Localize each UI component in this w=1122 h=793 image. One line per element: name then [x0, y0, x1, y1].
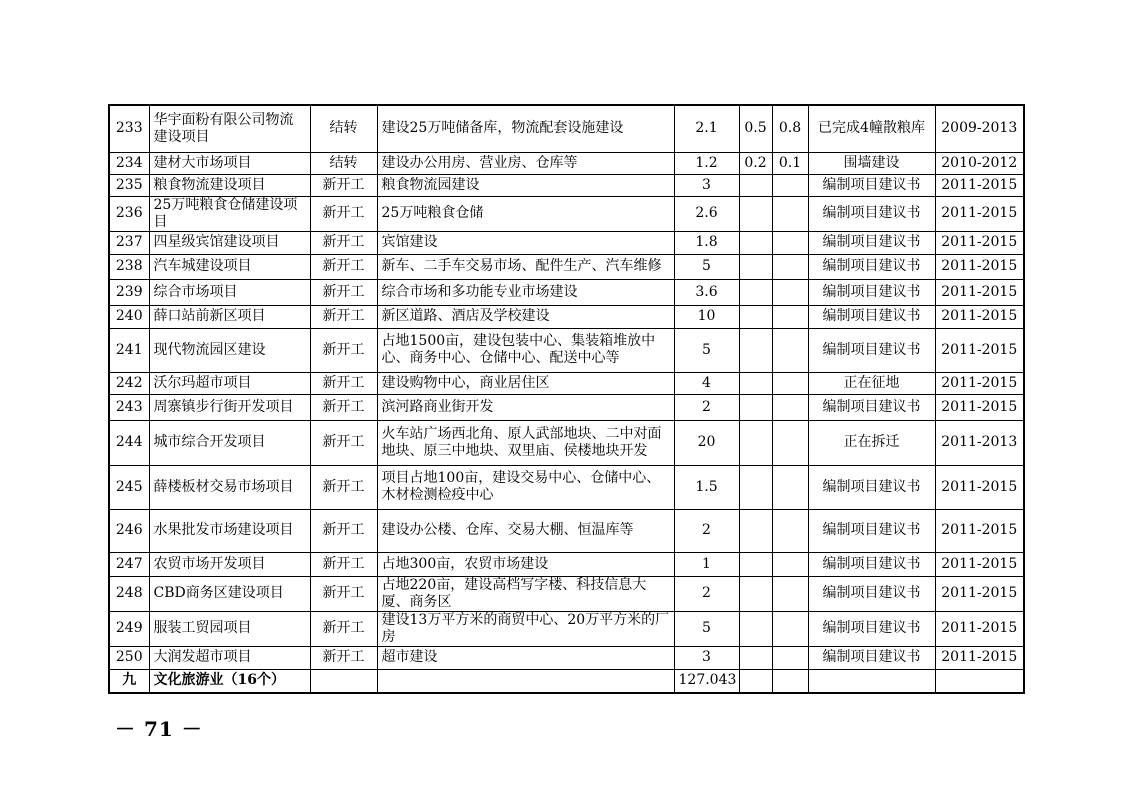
row-number: 240: [109, 305, 149, 328]
table-row: [109, 152, 1024, 174]
investment-col2: [772, 328, 808, 372]
period: 2011-2015: [935, 328, 1024, 372]
project-name: 四星级宾馆建设项目: [149, 231, 310, 254]
progress: 编制项目建议书: [808, 231, 935, 254]
project-type: 新开工: [310, 328, 377, 372]
investment-col2: [772, 372, 808, 394]
investment-col1: 0.5: [739, 105, 772, 152]
progress: 编制项目建议书: [808, 196, 935, 231]
period: 2011-2015: [935, 254, 1024, 279]
total-investment: 20: [674, 420, 739, 465]
project-content: 火车站广场西北角、原人武部地块、二中对面地块、原三中地块、双里庙、侯楼地块开发: [377, 420, 674, 465]
project-content: 建设25万吨储备库，物流配套设施建设: [377, 105, 674, 152]
project-content: 滨河路商业街开发: [377, 394, 674, 420]
investment-col1: [739, 279, 772, 305]
project-content: 新车、二手车交易市场、配件生产、汽车维修: [377, 254, 674, 279]
total-investment: 10: [674, 305, 739, 328]
period: 2011-2015: [935, 465, 1024, 509]
row-number: 244: [109, 420, 149, 465]
investment-col2: [772, 552, 808, 576]
table-row: [109, 465, 1024, 509]
project-table: [108, 104, 1025, 694]
total-investment: 2: [674, 576, 739, 611]
investment-col2: 0.1: [772, 152, 808, 174]
progress: 编制项目建议书: [808, 552, 935, 576]
project-type: 新开工: [310, 394, 377, 420]
investment-col2: 0.8: [772, 105, 808, 152]
progress: 编制项目建议书: [808, 305, 935, 328]
table-row: [109, 509, 1024, 552]
period: 2010-2012: [935, 152, 1024, 174]
investment-col1: 0.2: [739, 152, 772, 174]
total-investment: 1.2: [674, 152, 739, 174]
progress: 编制项目建议书: [808, 394, 935, 420]
project-type: 新开工: [310, 420, 377, 465]
section-row: [109, 669, 1024, 693]
empty-cell: [935, 669, 1024, 693]
period: 2011-2015: [935, 174, 1024, 196]
project-name: 薛口站前新区项目: [149, 305, 310, 328]
investment-col1: [739, 611, 772, 646]
table-row: [109, 305, 1024, 328]
project-name: 农贸市场开发项目: [149, 552, 310, 576]
project-content: 建设办公楼、仓库、交易大棚、恒温库等: [377, 509, 674, 552]
row-number: 243: [109, 394, 149, 420]
project-content: 项目占地100亩，建设交易中心、仓储中心、木材检测检疫中心: [377, 465, 674, 509]
period: 2011-2015: [935, 509, 1024, 552]
period: 2011-2015: [935, 611, 1024, 646]
period: 2011-2015: [935, 196, 1024, 231]
investment-col2: [772, 420, 808, 465]
project-name: 建材大市场项目: [149, 152, 310, 174]
project-content: 建设购物中心，商业居住区: [377, 372, 674, 394]
project-name: 大润发超市项目: [149, 646, 310, 669]
progress: 编制项目建议书: [808, 279, 935, 305]
row-number: 239: [109, 279, 149, 305]
row-number: 245: [109, 465, 149, 509]
project-content: 建设办公用房、营业房、仓库等: [377, 152, 674, 174]
project-content: 宾馆建设: [377, 231, 674, 254]
project-type: 新开工: [310, 576, 377, 611]
investment-col1: [739, 646, 772, 669]
row-number: 234: [109, 152, 149, 174]
investment-col1: [739, 196, 772, 231]
project-type: 新开工: [310, 254, 377, 279]
progress: 已完成4幢散粮库: [808, 105, 935, 152]
project-type: 新开工: [310, 305, 377, 328]
period: 2011-2015: [935, 305, 1024, 328]
project-content: 综合市场和多功能专业市场建设: [377, 279, 674, 305]
table-row: [109, 174, 1024, 196]
period: 2011-2015: [935, 279, 1024, 305]
investment-col1: [739, 305, 772, 328]
progress: 编制项目建议书: [808, 174, 935, 196]
table-row: [109, 420, 1024, 465]
project-type: 结转: [310, 152, 377, 174]
investment-col1: [739, 394, 772, 420]
table-row: [109, 372, 1024, 394]
investment-col1: [739, 231, 772, 254]
page-number: － 71 －: [115, 717, 203, 741]
investment-col1: [739, 328, 772, 372]
project-type: 新开工: [310, 174, 377, 196]
row-number: 236: [109, 196, 149, 231]
progress: 编制项目建议书: [808, 509, 935, 552]
section-total: 127.043: [674, 669, 739, 693]
table-row: [109, 394, 1024, 420]
project-name: 周寨镇步行街开发项目: [149, 394, 310, 420]
section-number: 九: [109, 669, 149, 693]
empty-cell: [377, 669, 674, 693]
project-content: 建设13万平方米的商贸中心、20万平方米的厂房: [377, 611, 674, 646]
project-content: 占地300亩，农贸市场建设: [377, 552, 674, 576]
investment-col1: [739, 509, 772, 552]
investment-col2: [772, 465, 808, 509]
row-number: 241: [109, 328, 149, 372]
project-name: 25万吨粮食仓储建设项目: [149, 196, 310, 231]
period: 2009-2013: [935, 105, 1024, 152]
row-number: 250: [109, 646, 149, 669]
table-row: [109, 611, 1024, 646]
table-row: [109, 279, 1024, 305]
table-row: [109, 576, 1024, 611]
table-row: [109, 254, 1024, 279]
project-content: 占地220亩，建设高档写字楼、科技信息大厦、商务区: [377, 576, 674, 611]
project-type: 新开工: [310, 231, 377, 254]
project-type: 新开工: [310, 509, 377, 552]
project-content: 粮食物流园建设: [377, 174, 674, 196]
empty-cell: [808, 669, 935, 693]
total-investment: 5: [674, 611, 739, 646]
investment-col2: [772, 509, 808, 552]
investment-col2: [772, 646, 808, 669]
progress: 编制项目建议书: [808, 328, 935, 372]
investment-col2: [772, 174, 808, 196]
total-investment: 1: [674, 552, 739, 576]
total-investment: 3: [674, 174, 739, 196]
project-type: 新开工: [310, 279, 377, 305]
project-name: 城市综合开发项目: [149, 420, 310, 465]
progress: 编制项目建议书: [808, 465, 935, 509]
investment-col1: [739, 372, 772, 394]
project-name: 沃尔玛超市项目: [149, 372, 310, 394]
row-number: 238: [109, 254, 149, 279]
table-row: [109, 231, 1024, 254]
investment-col1: [739, 420, 772, 465]
empty-cell: [739, 669, 772, 693]
row-number: 247: [109, 552, 149, 576]
investment-col2: [772, 196, 808, 231]
total-investment: 5: [674, 328, 739, 372]
progress: 正在拆迁: [808, 420, 935, 465]
investment-col1: [739, 552, 772, 576]
row-number: 235: [109, 174, 149, 196]
progress: 正在征地: [808, 372, 935, 394]
progress: 围墙建设: [808, 152, 935, 174]
period: 2011-2015: [935, 646, 1024, 669]
row-number: 233: [109, 105, 149, 152]
investment-col2: [772, 611, 808, 646]
investment-col2: [772, 576, 808, 611]
progress: 编制项目建议书: [808, 646, 935, 669]
project-name: 现代物流园区建设: [149, 328, 310, 372]
investment-col2: [772, 231, 808, 254]
investment-col1: [739, 465, 772, 509]
project-content: 占地1500亩，建设包装中心、集装箱堆放中心、商务中心、仓储中心、配送中心等: [377, 328, 674, 372]
period: 2011-2015: [935, 552, 1024, 576]
table-row: [109, 196, 1024, 231]
period: 2011-2013: [935, 420, 1024, 465]
empty-cell: [310, 669, 377, 693]
project-type: 结转: [310, 105, 377, 152]
period: 2011-2015: [935, 394, 1024, 420]
empty-cell: [772, 669, 808, 693]
row-number: 246: [109, 509, 149, 552]
row-number: 249: [109, 611, 149, 646]
project-type: 新开工: [310, 465, 377, 509]
investment-col2: [772, 305, 808, 328]
project-name: 粮食物流建设项目: [149, 174, 310, 196]
investment-col2: [772, 254, 808, 279]
project-name: 薛楼板材交易市场项目: [149, 465, 310, 509]
total-investment: 2.6: [674, 196, 739, 231]
investment-col2: [772, 279, 808, 305]
total-investment: 3.6: [674, 279, 739, 305]
project-name: 水果批发市场建设项目: [149, 509, 310, 552]
total-investment: 3: [674, 646, 739, 669]
total-investment: 2: [674, 509, 739, 552]
investment-col2: [772, 394, 808, 420]
project-name: 华宇面粉有限公司物流建设项目: [149, 105, 310, 152]
project-type: 新开工: [310, 552, 377, 576]
row-number: 248: [109, 576, 149, 611]
period: 2011-2015: [935, 231, 1024, 254]
total-investment: 5: [674, 254, 739, 279]
project-name: 汽车城建设项目: [149, 254, 310, 279]
row-number: 242: [109, 372, 149, 394]
table-row: [109, 328, 1024, 372]
project-type: 新开工: [310, 196, 377, 231]
project-name: CBD商务区建设项目: [149, 576, 310, 611]
table-row: [109, 552, 1024, 576]
investment-col1: [739, 254, 772, 279]
progress: 编制项目建议书: [808, 254, 935, 279]
investment-col1: [739, 576, 772, 611]
table-row: [109, 646, 1024, 669]
project-type: 新开工: [310, 646, 377, 669]
progress: 编制项目建议书: [808, 576, 935, 611]
period: 2011-2015: [935, 372, 1024, 394]
total-investment: 2: [674, 394, 739, 420]
project-type: 新开工: [310, 611, 377, 646]
section-name: 文化旅游业（16个）: [149, 669, 310, 693]
project-content: 25万吨粮食仓储: [377, 196, 674, 231]
period: 2011-2015: [935, 576, 1024, 611]
project-content: 新区道路、酒店及学校建设: [377, 305, 674, 328]
total-investment: 4: [674, 372, 739, 394]
project-name: 服装工贸园项目: [149, 611, 310, 646]
progress: 编制项目建议书: [808, 611, 935, 646]
total-investment: 1.5: [674, 465, 739, 509]
total-investment: 2.1: [674, 105, 739, 152]
project-name: 综合市场项目: [149, 279, 310, 305]
table-row: [109, 105, 1024, 152]
total-investment: 1.8: [674, 231, 739, 254]
project-type: 新开工: [310, 372, 377, 394]
investment-col1: [739, 174, 772, 196]
row-number: 237: [109, 231, 149, 254]
project-content: 超市建设: [377, 646, 674, 669]
